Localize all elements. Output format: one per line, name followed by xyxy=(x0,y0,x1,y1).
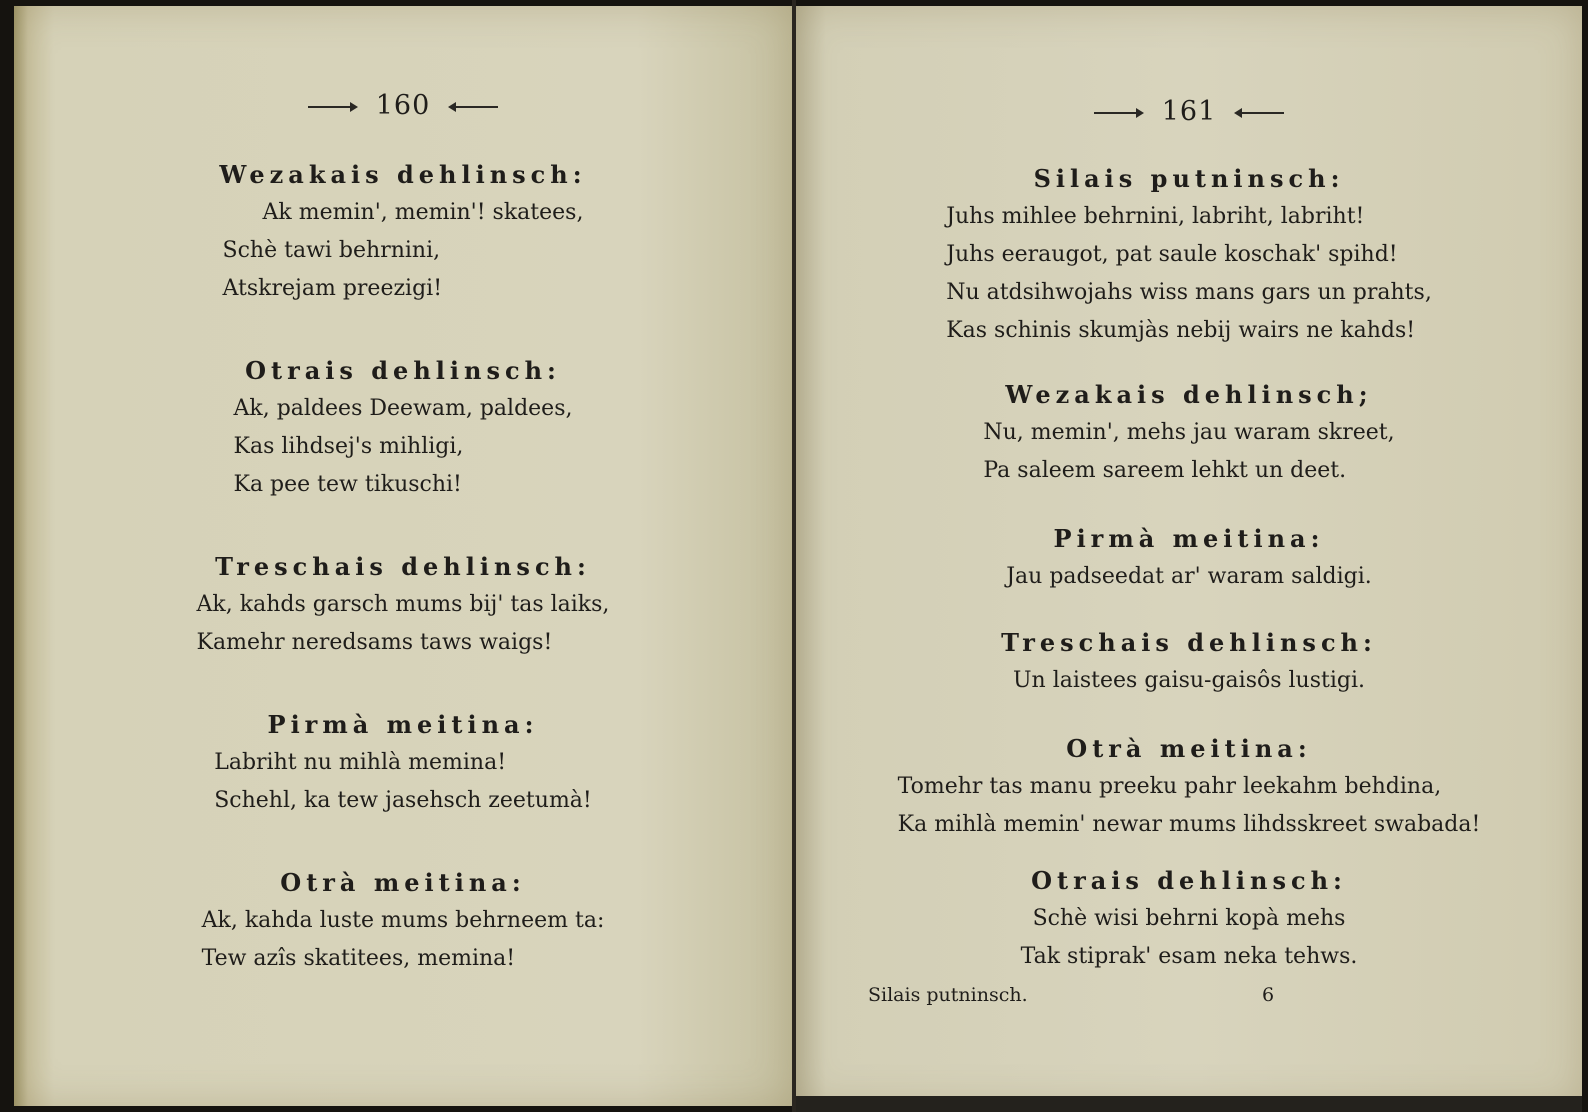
verse-line: Pa saleem sareem lehkt un deet. xyxy=(983,458,1347,483)
verse-line: Kamehr neredsams taws waigs! xyxy=(196,630,553,655)
speaker-heading: Wezakais dehlinsch; xyxy=(1005,380,1373,409)
arrow-ornament-icon xyxy=(308,106,354,108)
speaker-heading: Otrais dehlinsch: xyxy=(245,356,561,385)
dialogue-block xyxy=(14,352,792,504)
speaker-heading: Pirmà meitina: xyxy=(267,710,539,739)
dialogue-block xyxy=(14,706,792,820)
arrow-ornament-icon xyxy=(1238,112,1284,114)
verse-line: Kas lihdsej's mihligi, xyxy=(233,434,464,459)
dialogue-block xyxy=(796,520,1582,596)
page-number-header xyxy=(796,96,1582,127)
page-number: 161 xyxy=(1161,96,1217,127)
verse-line: Kas schinis skumjàs nebij wairs ne kahds! xyxy=(946,318,1416,343)
verse-line: Juhs mihlee behrnini, labriht, labriht! xyxy=(946,204,1365,229)
footer-signature: 6 xyxy=(1262,984,1275,1006)
dialogue-block xyxy=(796,730,1582,844)
speaker-heading: Treschais dehlinsch: xyxy=(215,552,591,581)
dialogue-block xyxy=(796,624,1582,700)
speaker-heading: Wezakais dehlinsch: xyxy=(219,160,587,189)
dialogue-block xyxy=(796,376,1582,490)
right-page xyxy=(796,6,1582,1106)
speaker-heading: Otrais dehlinsch: xyxy=(1031,866,1347,895)
scan-edge xyxy=(796,1096,1582,1112)
verse-line: Ak, paldees Deewam, paldees, xyxy=(233,396,573,421)
verse-line: Ka pee tew tikuschi! xyxy=(233,472,462,497)
verse-line: Atskrejam preezigi! xyxy=(222,276,443,301)
verse-line: Ak memin', memin'! skatees, xyxy=(262,200,584,225)
left-page xyxy=(14,6,792,1106)
verse-line: Jau padseedat ar' waram saldigi. xyxy=(1006,564,1372,589)
verse-line: Ka mihlà memin' newar mums lihdsskreet swabada! xyxy=(897,812,1481,837)
dialogue-block xyxy=(796,160,1582,350)
speaker-heading: Pirmà meitina: xyxy=(1053,524,1325,553)
verse-line: Juhs eeraugot, pat saule koschak' spihd! xyxy=(946,242,1398,267)
arrow-ornament-icon xyxy=(452,106,498,108)
speaker-heading: Otrà meitina: xyxy=(280,868,526,897)
dialogue-block xyxy=(14,864,792,978)
dialogue-block xyxy=(796,862,1582,976)
verse-line: Ak, kahds garsch mums bij' tas laiks, xyxy=(196,592,610,617)
speaker-heading: Treschais dehlinsch: xyxy=(1001,628,1377,657)
page-number-header xyxy=(14,90,792,121)
dialogue-block xyxy=(14,548,792,662)
verse-line: Ak, kahda luste mums behrneem ta: xyxy=(201,908,605,933)
speaker-heading: Silais putninsch: xyxy=(1033,164,1345,193)
verse-line: Tomehr tas manu preeku pahr leekahm behdina, xyxy=(897,774,1442,799)
verse-line: Nu, memin', mehs jau waram skreet, xyxy=(983,420,1395,445)
verse-line: Labriht nu mihlà memina! xyxy=(214,750,507,775)
arrow-ornament-icon xyxy=(1094,112,1140,114)
verse-line: Schè wisi behrni kopà mehs xyxy=(1032,906,1346,931)
page-number: 160 xyxy=(375,90,431,121)
dialogue-block xyxy=(14,156,792,308)
verse-line: Tew azîs skatitees, memina! xyxy=(201,946,516,971)
verse-line: Tak stiprak' esam neka tehws. xyxy=(1020,944,1358,969)
verse-line: Schehl, ka tew jasehsch zeetumà! xyxy=(214,788,592,813)
verse-line: Un laistees gaisu-gaisôs lustigi. xyxy=(1012,668,1365,693)
footer-title: Silais putninsch. xyxy=(868,984,1028,1006)
speaker-heading: Otrà meitina: xyxy=(1066,734,1312,763)
verse-line: Schè tawi behrnini, xyxy=(222,238,441,263)
verse-line: Nu atdsihwojahs wiss mans gars un prahts, xyxy=(946,280,1432,305)
